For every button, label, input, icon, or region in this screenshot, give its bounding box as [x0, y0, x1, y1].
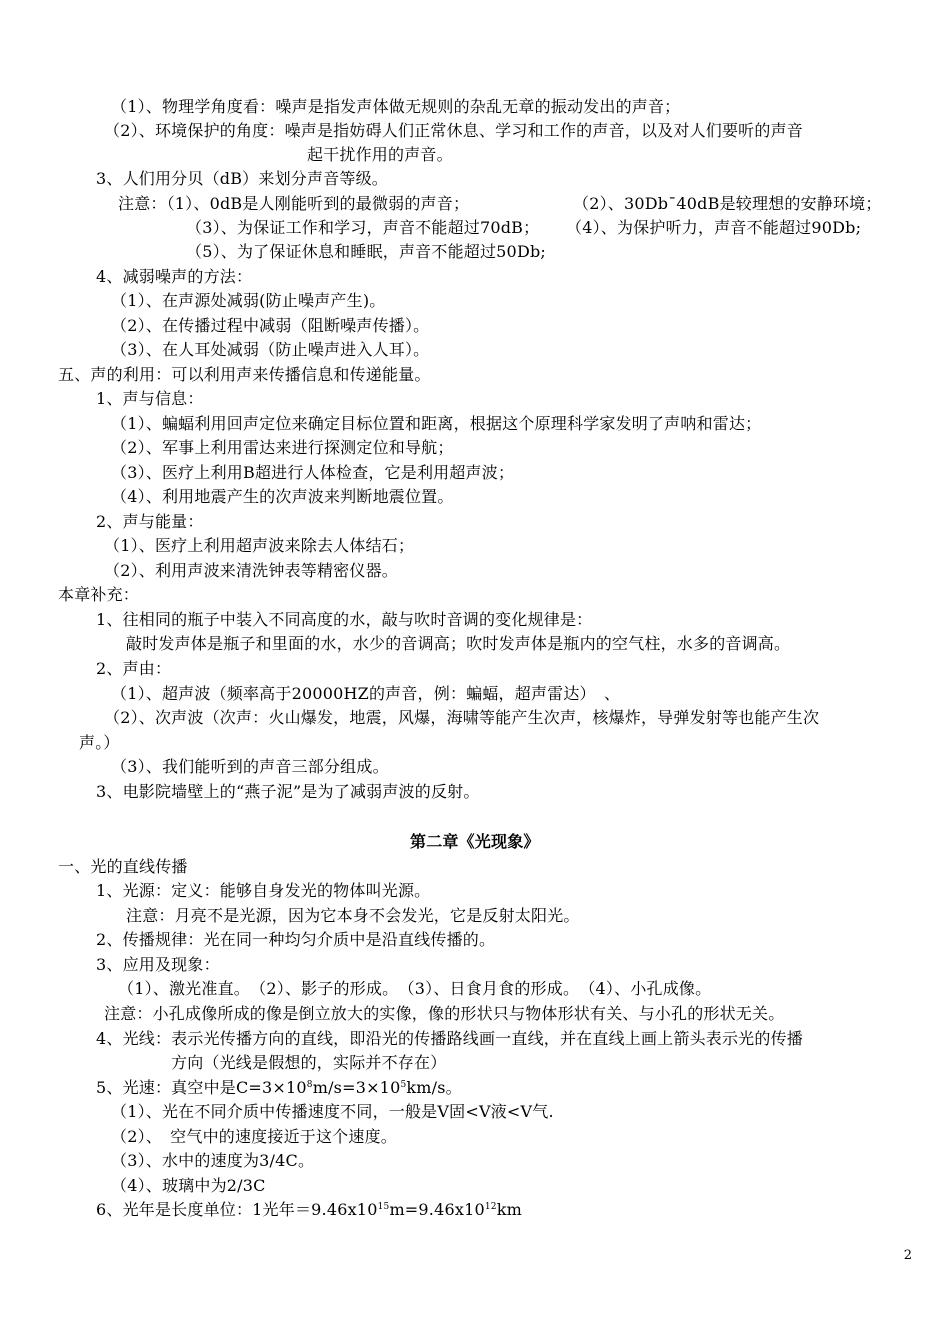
light-speed-prefix: 5、光速：真空中是C=3×10	[96, 1078, 307, 1097]
text-line: 1、光源：定义：能够自身发光的物体叫光源。	[96, 881, 431, 900]
text-line: （2）、30Db¯40dB是较理想的安静环境；	[573, 194, 882, 213]
text-line: （2）、军事上利用雷达来进行探测定位和导航；	[111, 438, 454, 457]
text-line: 4、光线：表示光传播方向的直线，即沿光的传播路线画一直线，并在直线上画上箭头表示光的传播	[96, 1029, 803, 1048]
text-line: （4）、玻璃中为2/3C	[111, 1176, 266, 1195]
light-year-middle: m=9.46x10	[389, 1200, 485, 1219]
page-number: 2	[903, 1248, 912, 1263]
light-speed-exponent-2: 5	[400, 1080, 407, 1090]
section-heading: 本章补充：	[58, 585, 140, 604]
text-line: 3、人们用分贝（dB）来划分声音等级。	[96, 169, 388, 188]
text-line: （1）、光在不同介质中传播速度不同，一般是V固<V液<V气.	[111, 1102, 554, 1121]
text-line: （1）、蝙蝠利用回声定位来确定目标位置和距离，根据这个原理科学家发明了声呐和雷达；	[111, 414, 762, 433]
text-line: （3）、水中的速度为3/4C。	[111, 1151, 315, 1170]
light-speed-exponent-1: 8	[306, 1080, 313, 1090]
text-line: 2、传播规律：光在同一种均匀介质中是沿直线传播的。	[96, 930, 496, 949]
text-line: 3、电影院墙壁上的“燕子泥”是为了减弱声波的反射。	[96, 782, 480, 801]
light-year-prefix: 6、光年是长度单位：1光年＝9.46x10	[96, 1200, 378, 1219]
text-line: （1）、在声源处减弱(防止噪声产生)。	[111, 291, 386, 310]
text-line: （3）、我们能听到的声音三部分组成。	[111, 757, 389, 776]
text-line: （4）、利用地震产生的次声波来判断地震位置。	[111, 487, 454, 506]
text-line: （2）、次声波（次声：火山爆发，地震，风爆，海啸等能产生次声，核爆炸，导弹发射等也能产生次	[104, 708, 820, 727]
text-line: （4）、为保护听力，声音不能超过90Db;	[566, 218, 862, 237]
text-line: （1）、超声波（频率高于20000HZ的声音，例：蝙蝠，超声雷达） 、	[111, 684, 621, 703]
section-heading: 一、光的直线传播	[58, 857, 188, 876]
text-line: （2）、在传播过程中减弱（阻断噪声传播）。	[111, 316, 430, 335]
text-line: （5）、为了保证休息和睡眠，声音不能超过50Db;	[186, 242, 547, 261]
text-line: （3）、为保证工作和学习，声音不能超过70dB；	[186, 218, 540, 237]
text-line: 2、声与能量：	[96, 512, 204, 531]
light-year-exponent-1: 15	[377, 1202, 390, 1212]
text-line: （1）、医疗上利用超声波来除去人体结石；	[104, 536, 415, 555]
text-line: 注意：小孔成像所成的像是倒立放大的实像，像的形状只与物体形状有关、与小孔的形状无关。	[104, 1004, 785, 1023]
light-speed-middle: m/s=3×10	[312, 1078, 401, 1097]
text-line: （2）、 空气中的速度接近于这个速度。	[111, 1127, 397, 1146]
text-line: 方向（光线是假想的，实际并不存在）	[171, 1053, 447, 1072]
text-line: （2）、环境保护的角度：噪声是指妨碍人们正常休息、学习和工作的声音，以及对人们要听的声音	[104, 121, 803, 140]
light-year-line	[96, 1199, 522, 1221]
text-line: （1）、激光准直。 （2）、影子的形成。 （3）、日食月食的形成。 （4）、小孔成像。	[118, 979, 712, 998]
text-line: （2）、利用声波来清洗钟表等精密仪器。	[104, 561, 398, 580]
light-speed-suffix: km/s。	[406, 1078, 462, 1097]
text-line: （1）、物理学角度看：噪声是指发声体做无规则的杂乱无章的振动发出的声音；	[111, 97, 681, 116]
light-year-suffix: km	[496, 1200, 522, 1219]
text-line: （3）、在人耳处减弱（防止噪声进入人耳）。	[111, 340, 430, 359]
text-line: 声。）	[79, 733, 120, 752]
text-line: 敲时发声体是瓶子和里面的水，水少的音调高；吹时发声体是瓶内的空气柱，水多的音调高。	[126, 634, 791, 653]
text-line: 注意：月亮不是光源，因为它本身不会发光，它是反射太阳光。	[126, 906, 580, 925]
section-heading: 五、声的利用：可以利用声来传播信息和传递能量。	[58, 365, 431, 384]
text-line: 1、往相同的瓶子中装入不同高度的水，敲与吹时音调的变化规律是：	[96, 610, 593, 629]
chapter-title: 第二章《光现象》	[410, 832, 540, 851]
text-line: 起干扰作用的声音。	[307, 145, 453, 164]
text-line: 注意：（1）、0dB是人刚能听到的最微弱的声音；	[118, 194, 470, 213]
light-year-exponent-2: 12	[484, 1202, 497, 1212]
text-line: 3、应用及现象：	[96, 955, 220, 974]
text-line: （3）、医疗上利用B超进行人体检查，它是利用超声波；	[111, 463, 515, 482]
text-line: 4、减弱噪声的方法：	[96, 267, 253, 286]
text-line: 2、声由：	[96, 659, 172, 678]
light-speed-line	[96, 1077, 462, 1099]
text-line: 1、声与信息：	[96, 389, 204, 408]
